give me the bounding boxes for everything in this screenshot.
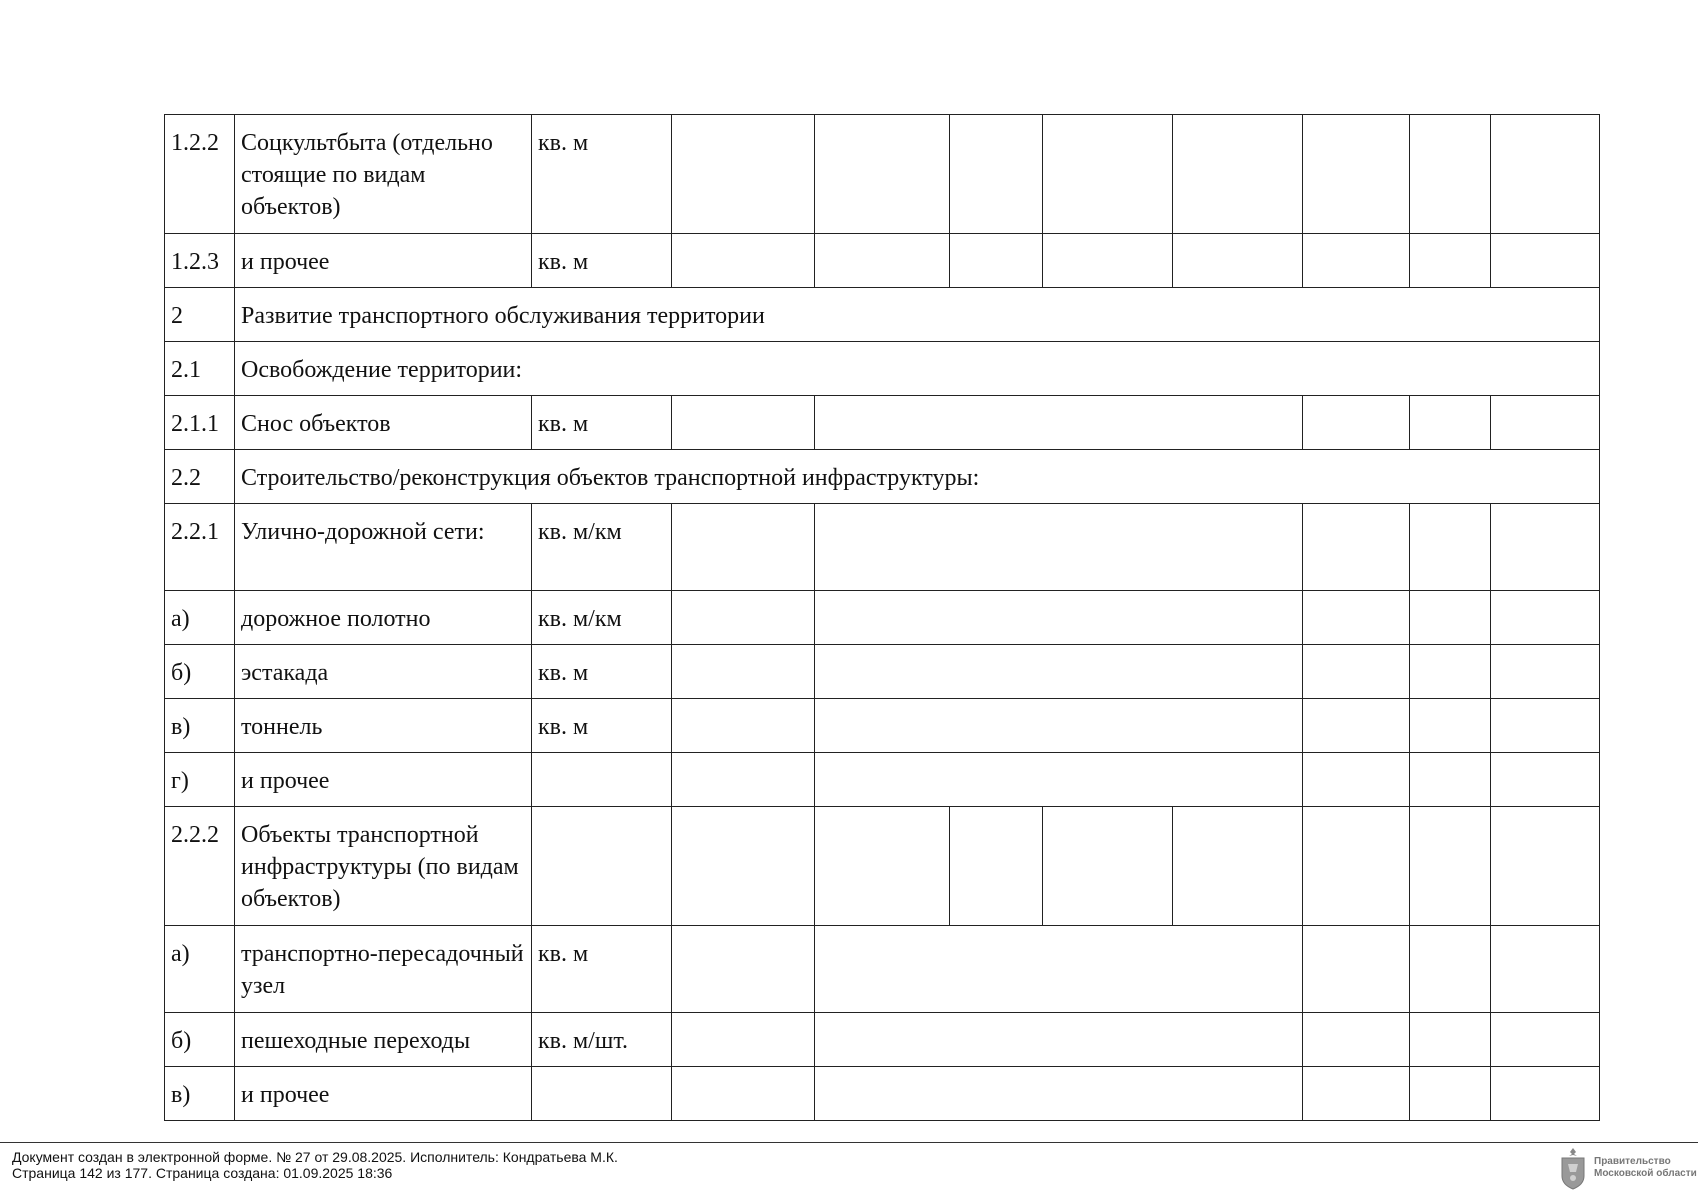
table-cell <box>950 807 1043 926</box>
table-cell <box>1303 1067 1410 1121</box>
row-number: 2.2.2 <box>165 807 235 926</box>
table-cell <box>1173 234 1303 288</box>
table-row <box>165 1013 1600 1067</box>
row-number: 2.2 <box>165 450 235 504</box>
table-row <box>165 699 1600 753</box>
table-cell <box>1491 396 1600 450</box>
section-heading: Развитие транспортного обслуживания территории <box>235 288 1600 342</box>
table-cell <box>950 115 1043 234</box>
table-cell <box>672 753 815 807</box>
section-heading: Строительство/реконструкция объектов транспортной инфраструктуры: <box>235 450 1600 504</box>
table-cell <box>672 807 815 926</box>
seal-caption <box>1594 1156 1697 1180</box>
table-cell <box>672 645 815 699</box>
table-cell <box>1491 115 1600 234</box>
row-name: Соцкультбыта (отдельно стоящие по видам объектов) <box>235 115 532 234</box>
table-cell <box>1491 807 1600 926</box>
row-name: тоннель <box>235 699 532 753</box>
row-number: а) <box>165 926 235 1013</box>
table-row <box>165 645 1600 699</box>
table-cell <box>1410 699 1491 753</box>
table-cell <box>1410 115 1491 234</box>
row-number: г) <box>165 753 235 807</box>
row-number: а) <box>165 591 235 645</box>
row-name: и прочее <box>235 1067 532 1121</box>
row-unit <box>532 807 672 926</box>
table-cell <box>815 234 950 288</box>
table-row <box>165 807 1600 926</box>
table-cell <box>1410 807 1491 926</box>
table-row <box>165 288 1600 342</box>
row-number: 2.1 <box>165 342 235 396</box>
table-cell <box>815 807 950 926</box>
table-cell <box>1303 699 1410 753</box>
table-cell <box>1303 645 1410 699</box>
table-cell <box>672 1013 815 1067</box>
table-cell <box>1410 645 1491 699</box>
table-cell <box>1303 1013 1410 1067</box>
table-cell <box>1491 591 1600 645</box>
row-unit: кв. м/км <box>532 504 672 591</box>
merged-cell <box>815 396 1303 450</box>
merged-cell <box>815 753 1303 807</box>
table-row <box>165 115 1600 234</box>
footer-line-page-info: Страница 142 из 177. Страница создана: 01.09.2025 18:36 <box>12 1165 393 1181</box>
row-number: в) <box>165 699 235 753</box>
merged-cell <box>815 1067 1303 1121</box>
table-cell <box>1303 753 1410 807</box>
row-name: пешеходные переходы <box>235 1013 532 1067</box>
table-cell <box>1491 1013 1600 1067</box>
row-unit: кв. м <box>532 926 672 1013</box>
table-cell <box>1410 234 1491 288</box>
row-name: и прочее <box>235 753 532 807</box>
table-cell <box>1173 807 1303 926</box>
table-cell <box>1303 926 1410 1013</box>
table-cell <box>672 115 815 234</box>
table-cell <box>1410 1013 1491 1067</box>
data-table <box>164 114 1600 1121</box>
table-cell <box>1303 234 1410 288</box>
row-name: Объекты транспортной инфраструктуры (по видам объектов) <box>235 807 532 926</box>
table-cell <box>1303 591 1410 645</box>
table-cell <box>672 504 815 591</box>
table-cell <box>1410 753 1491 807</box>
row-name: Улично-дорожной сети: <box>235 504 532 591</box>
row-unit <box>532 753 672 807</box>
row-unit: кв. м/км <box>532 591 672 645</box>
government-seal <box>1556 1144 1697 1192</box>
row-unit: кв. м <box>532 115 672 234</box>
table-row <box>165 234 1600 288</box>
merged-cell <box>815 1013 1303 1067</box>
section-heading: Освобождение территории: <box>235 342 1600 396</box>
table-row <box>165 450 1600 504</box>
table-cell <box>1303 807 1410 926</box>
row-name: эстакада <box>235 645 532 699</box>
table-cell <box>1491 926 1600 1013</box>
row-number: 2.2.1 <box>165 504 235 591</box>
row-unit: кв. м/шт. <box>532 1013 672 1067</box>
row-name: дорожное полотно <box>235 591 532 645</box>
footer-divider <box>0 1142 1698 1143</box>
table-cell <box>950 234 1043 288</box>
merged-cell <box>815 926 1303 1013</box>
row-number: 2 <box>165 288 235 342</box>
table-cell <box>1043 807 1173 926</box>
table-cell <box>672 699 815 753</box>
table-cell <box>672 926 815 1013</box>
row-name: транспортно-пересадочный узел <box>235 926 532 1013</box>
table-cell <box>672 1067 815 1121</box>
table-cell <box>1043 115 1173 234</box>
table-cell <box>1410 396 1491 450</box>
row-unit: кв. м <box>532 234 672 288</box>
merged-cell <box>815 699 1303 753</box>
document-footer <box>12 1149 618 1181</box>
table-cell <box>1491 504 1600 591</box>
table-cell <box>1491 1067 1600 1121</box>
row-number: 1.2.3 <box>165 234 235 288</box>
table-cell <box>1173 115 1303 234</box>
table-cell <box>1303 504 1410 591</box>
table-cell <box>672 591 815 645</box>
row-number: б) <box>165 645 235 699</box>
table-row <box>165 342 1600 396</box>
row-number: 2.1.1 <box>165 396 235 450</box>
table-cell <box>1491 753 1600 807</box>
row-name: и прочее <box>235 234 532 288</box>
table-cell <box>1303 396 1410 450</box>
row-number: б) <box>165 1013 235 1067</box>
merged-cell <box>815 591 1303 645</box>
table-cell <box>1491 645 1600 699</box>
table-cell <box>815 115 950 234</box>
row-name: Снос объектов <box>235 396 532 450</box>
table-cell <box>1410 1067 1491 1121</box>
table-row <box>165 396 1600 450</box>
table-cell <box>1410 591 1491 645</box>
table-cell <box>672 234 815 288</box>
row-unit: кв. м <box>532 396 672 450</box>
merged-cell <box>815 504 1303 591</box>
seal-line-2: Московской области <box>1594 1168 1697 1179</box>
table-row <box>165 753 1600 807</box>
table-cell <box>1491 699 1600 753</box>
table-cell <box>1410 926 1491 1013</box>
table-row <box>165 926 1600 1013</box>
row-unit: кв. м <box>532 699 672 753</box>
table-cell <box>672 396 815 450</box>
table-cell <box>1491 234 1600 288</box>
seal-line-1: Правительство <box>1594 1156 1671 1167</box>
row-unit: кв. м <box>532 645 672 699</box>
table-row <box>165 591 1600 645</box>
row-number: 1.2.2 <box>165 115 235 234</box>
table-row <box>165 1067 1600 1121</box>
row-number: в) <box>165 1067 235 1121</box>
table-row <box>165 504 1600 591</box>
merged-cell <box>815 645 1303 699</box>
table-cell <box>1043 234 1173 288</box>
coat-of-arms-icon <box>1558 1146 1588 1190</box>
footer-line-document-info: Документ создан в электронной форме. № 27 от 29.08.2025. Исполнитель: Кондратьева М.К. <box>12 1149 618 1165</box>
table-cell <box>1410 504 1491 591</box>
row-unit <box>532 1067 672 1121</box>
table-cell <box>1303 115 1410 234</box>
